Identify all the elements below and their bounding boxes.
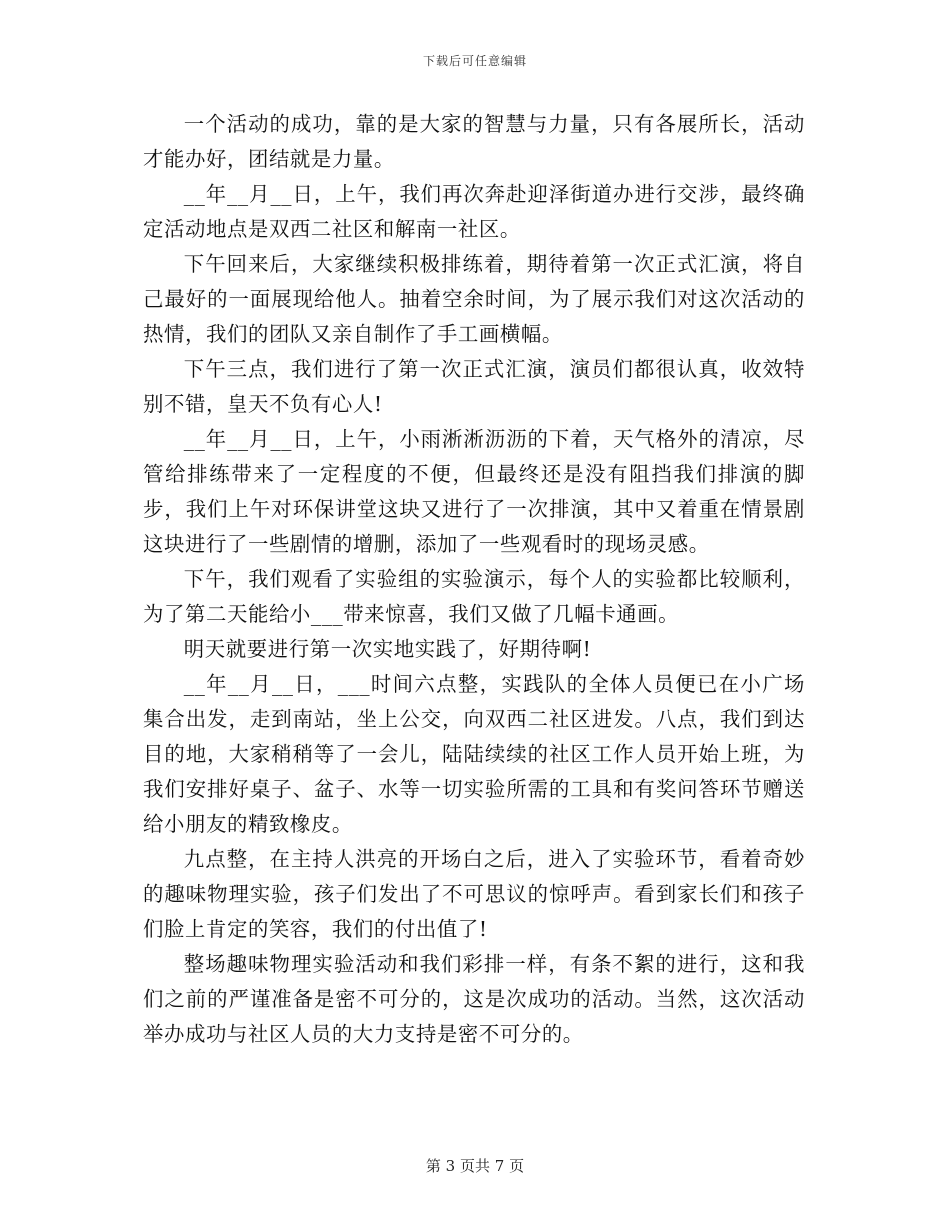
paragraph: 九点整，在主持人洪亮的开场白之后，进入了实验环节，看着奇妙的趣味物理实验，孩子们发出了不可思议的惊呼声。看到家长们和孩子们脸上肯定的笑容，我们的付出值了! [143,847,805,941]
document-body [143,107,805,1052]
page-header: 下载后可任意编辑 [422,54,527,68]
paragraph: __年__月__日，上午，小雨淅淅沥沥的下着，天气格外的清凉，尽管给排练带来了一定程度的不便，但最终还是没有阻挡我们排演的脚步，我们上午对环保讲堂这块又进行了一次排演，其中又着重在情景剧这块进行了一些剧情的增删，添加了一些观看时的现场灵感。 [143,427,805,556]
page-footer: 第 3 页共 7 页 [425,1157,525,1175]
paragraph: 一个活动的成功，靠的是大家的智慧与力量，只有各展所长，活动才能办好，团结就是力量。 [143,112,805,171]
paragraph: 明天就要进行第一次实地实践了，好期待啊! [183,637,592,661]
paragraph: __年__月__日，上午，我们再次奔赴迎泽街道办进行交涉，最终确定活动地点是双西二社区和解南一社区。 [143,182,805,241]
paragraph: 下午三点，我们进行了第一次正式汇演，演员们都很认真，收效特别不错，皇天不负有心人! [143,357,805,416]
paragraph: __年__月__日，___时间六点整，实践队的全体人员便已在小广场集合出发，走到南站，坐上公交，向双西二社区进发。八点，我们到达目的地，大家稍稍等了一会儿，陆陆续续的社区工作人员开始上班，为我们安排好桌子、盆子、水等一切实验所需的工具和有奖问答环节赠送给小朋友的精致橡皮。 [143,672,805,836]
paragraph: 下午，我们观看了实验组的实验演示，每个人的实验都比较顺利，为了第二天能给小___带来惊喜，我们又做了几幅卡通画。 [143,567,805,626]
paragraph: 下午回来后，大家继续积极排练着，期待着第一次正式汇演，将自己最好的一面展现给他人。抽着空余时间，为了展示我们对这次活动的热情，我们的团队又亲自制作了手工画横幅。 [143,252,805,346]
paragraph: 整场趣味物理实验活动和我们彩排一样，有条不絮的进行，这和我们之前的严谨准备是密不可分的，这是次成功的活动。当然，这次活动举办成功与社区人员的大力支持是密不可分的。 [143,952,805,1046]
